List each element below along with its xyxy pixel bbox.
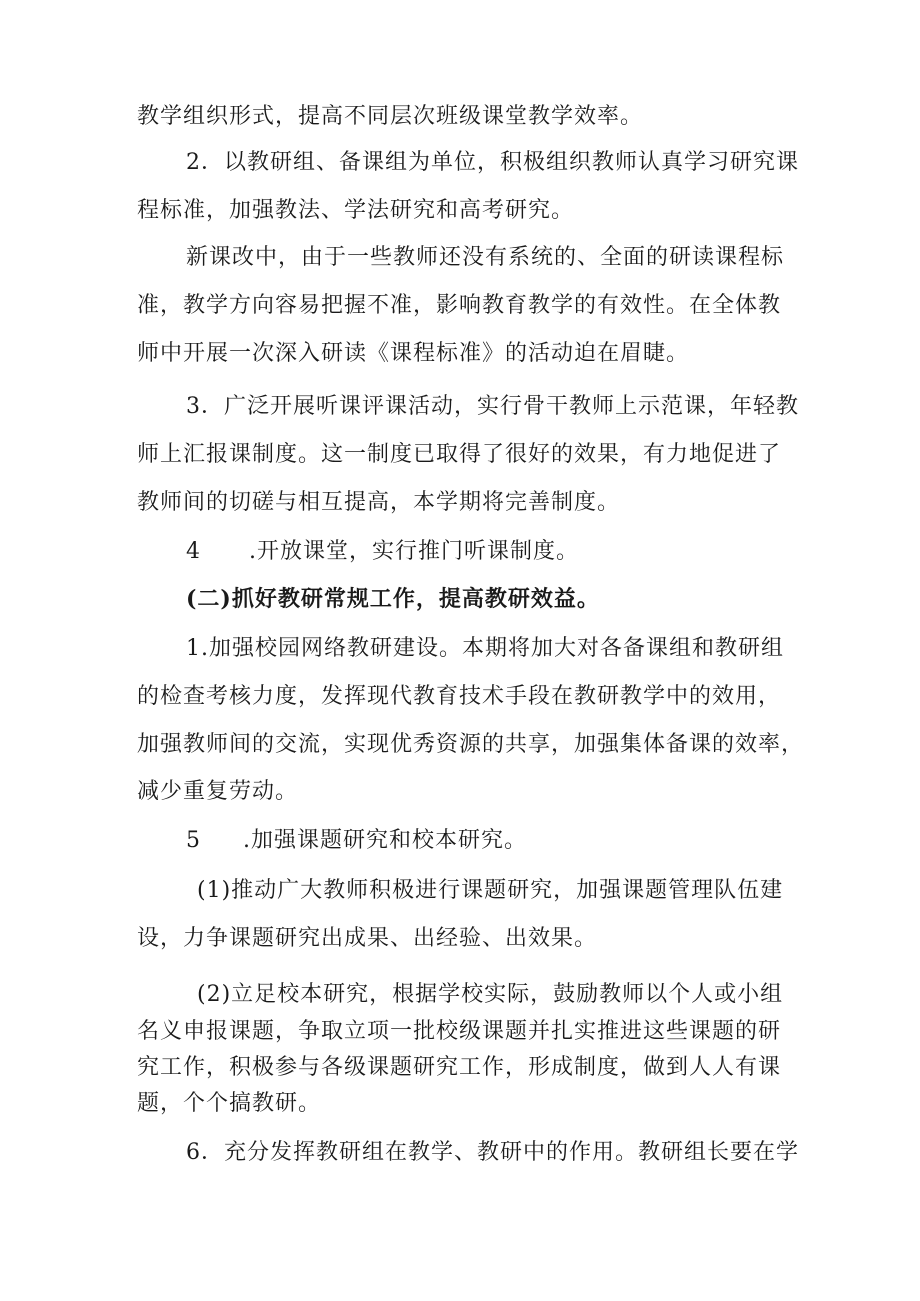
item-3-line: 3．广泛开展听课评课活动，实行骨干教师上示范课，年轻教 — [186, 394, 799, 419]
section-heading: (二)抓好教研常规工作，提高教研效益。 — [186, 586, 600, 612]
item-2-line: 2．以教研组、备课组为单位，积极组织教师认真学习研究课 — [186, 150, 799, 175]
text-line: 究工作，积极参与各级课题研究工作，形成制度，做到人人有课 — [137, 1055, 782, 1080]
item-text: .开放课堂，实行推门听课制度。 — [249, 539, 579, 564]
item-5-line — [186, 826, 527, 856]
subitem-2-line: (2)立足校本研究，根据学校实际，鼓励教师以个人或小组 — [197, 982, 784, 1007]
item-4-line — [186, 537, 579, 567]
text-line: 师上汇报课制度。这一制度已取得了很好的效果，有力地促进了 — [137, 442, 782, 467]
item-1-line: 1.加强校园网络教研建设。本期将加大对各备课组和教研组 — [186, 636, 784, 661]
item-text: .加强课题研究和校本研究。 — [243, 828, 527, 853]
text-line: 准，教学方向容易把握不准，影响教育教学的有效性。在全体教 — [137, 293, 782, 318]
paragraph-line: 新课改中，由于一些教师还没有系统的、全面的研读课程标 — [186, 245, 785, 270]
text-line: 加强教师间的交流，实现优秀资源的共享，加强集体备课的效率， — [137, 732, 805, 757]
text-line: 名义申报课题，争取立项一批校级课题并扎实推进这些课题的研 — [137, 1019, 782, 1044]
item-6-line: 6．充分发挥教研组在教学、教研中的作用。教研组长要在学 — [186, 1140, 799, 1165]
subitem-1-line: (1)推动广大教师积极进行课题研究，加强课题管理队伍建 — [197, 878, 784, 903]
text-line: 教师间的切磋与相互提高，本学期将完善制度。 — [137, 490, 621, 515]
text-line: 师中开展一次深入研读《课程标准》的活动迫在眉睫。 — [137, 341, 690, 366]
item-number: 5 — [186, 828, 201, 853]
item-number: 4 — [186, 539, 201, 564]
text-line: 减少重复劳动。 — [137, 779, 299, 804]
text-line: 设，力争课题研究出成果、出经验、出效果。 — [137, 926, 598, 951]
text-line: 程标准，加强教法、学法研究和高考研究。 — [137, 198, 575, 223]
text-line: 题，个个搞教研。 — [137, 1091, 322, 1116]
text-line: 教学组织形式，提高不同层次班级课堂教学效率。 — [137, 104, 644, 129]
text-line: 的检查考核力度，发挥现代教育技术手段在教研教学中的效用， — [137, 684, 782, 709]
